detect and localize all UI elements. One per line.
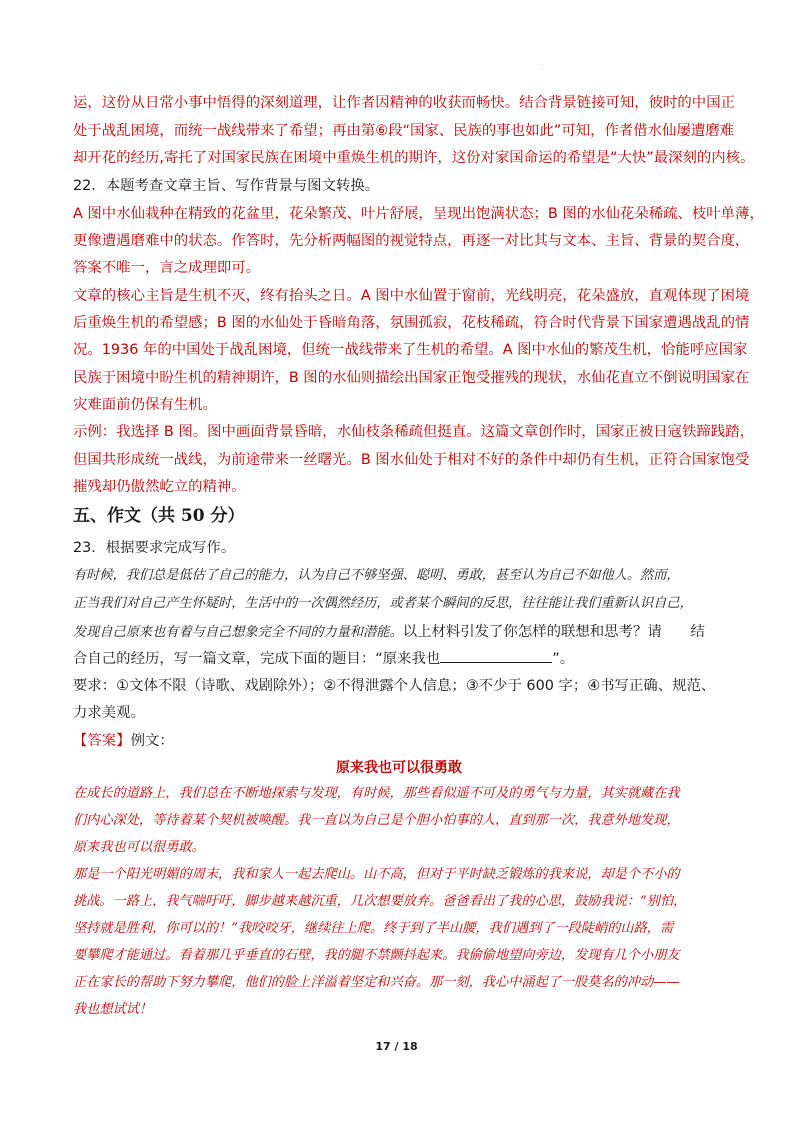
section-heading: 五、作文（共 50 分）	[73, 506, 245, 526]
requirement-line: 力求美观。	[73, 705, 145, 721]
text-line: 处于战乱困境，而统一战线带来了希望；再由第⑥段“国家、民族的事也如此”可知，作者借水仙屡遭磨难	[73, 123, 735, 139]
prompt-text: 合自己的经历，写一篇文章，完成下面的题目：“原来我也	[73, 651, 441, 667]
prompt-line	[73, 646, 725, 672]
text-line: 运，这份从日常小事中悟得的深刻道理，让作者因精神的收获而畅快。结合背景链接可知，彼时的中国正	[73, 95, 735, 111]
analysis-line: 答案不唯一，言之成理即可。	[73, 260, 261, 276]
analysis-line: A 图中水仙栽种在精致的花盆里，花朵繁茂、叶片舒展，呈现出饱满状态；B 图的水仙花朵稀疏、枝叶单薄，	[73, 206, 764, 222]
text-line: 却开花的经历,寄托了对国家民族在困境中重焕生机的期许，这份对家国命运的希望是“大快”最深刻的内核。	[73, 150, 755, 166]
essay-line: 正在家长的帮助下努力攀爬，他们的脸上洋溢着坚定和兴奋。那一刻，我心中涌起了一股莫名的冲动——	[73, 975, 680, 990]
core-line: 文章的核心主旨是生机不灭，终有抬头之日。A 图中水仙置于窗前，光线明亮，花朵盛放，直观体现了困境	[73, 288, 750, 304]
essay-line: 要攀爬才能通过。看着那几乎垂直的石壁，我的腿不禁颤抖起来。我偷偷地望向旁边，发现有几个小朋友	[73, 948, 680, 963]
example-line: 但国共形成统一战线，为前途带来一丝曙光。B 图水仙处于相对不好的条件中却仍有生机，正符合国家饱受	[73, 452, 750, 468]
essay-line: 那是一个阳光明媚的周末，我和家人一起去爬山。山不高，但对于平时缺乏锻炼的我来说，却是个不小的	[73, 867, 680, 882]
material-line: 正当我们对自己产生怀疑时，生活中的一次偶然经历，或者某个瞬间的反思，往往能让我们重新认识自己，	[73, 596, 693, 611]
page-number: 17 / 18	[375, 1040, 418, 1053]
essay-title: 原来我也可以很勇敢	[336, 760, 462, 776]
prompt-tail: 以上材料引发了你怎样的联想和思考？请 结	[402, 624, 705, 640]
material-line: 发现自己原来也有着与自己想象完全不同的力量和潜能。	[73, 625, 403, 640]
core-line: 况。1936 年的中国处于战乱困境，但统一战线带来了生机的希望。A 图中水仙的繁茂生机，恰能呼应国家	[73, 342, 748, 358]
example-line: 示例：我选择 B 图。图中画面背景昏暗，水仙枝条稀疏但挺直。这篇文章创作时，国家正被日寇铁蹄践踏，	[73, 424, 754, 440]
requirement-line: 要求：①文体不限（诗歌、戏剧除外）；②不得泄露个人信息；③不少于 600 字；④书写正确、规范、	[73, 678, 716, 694]
question-22: 22．本题考查文章主旨、写作背景与图文转换。	[73, 178, 380, 194]
analysis-line: 更像遭遇磨难中的状态。作答时，先分析两幅图的视觉特点，再逐一对比其与文本、主旨、背景的契合度，	[73, 233, 750, 249]
question-23: 23．根据要求完成写作。	[73, 540, 236, 556]
essay-line: 在成长的道路上，我们总在不断地探索与发现，有时候，那些看似遥不可及的勇气与力量，其实就藏在我	[73, 786, 680, 801]
essay-line: 们内心深处，等待着某个契机被唤醒。我一直以为自己是个胆小怕事的人，直到那一次，我意外地发现，	[73, 813, 680, 828]
core-line: 民族于困境中盼生机的精神期许，B 图的水仙则描绘出国家正饱受摧残的现状，水仙花直立不倒说明国家在	[73, 370, 750, 386]
title-blank	[440, 646, 552, 663]
material-prompt-line	[73, 619, 725, 646]
example-line: 摧残却仍傲然屹立的精神。	[73, 479, 246, 495]
core-line: 灾难面前仍保有生机。	[73, 397, 217, 413]
answer-label-line	[73, 728, 725, 754]
core-line: 后重焕生机的希望感；B 图的水仙处于昏暗角落，氛围孤寂，花枝稀疏，符合时代背景下国家遭遇战乱的情	[73, 315, 750, 331]
essay-line: 原来我也可以很勇敢。	[73, 840, 205, 855]
answer-suffix: 例文：	[130, 733, 174, 749]
essay-line: 挑战。一路上，我气喘吁吁，脚步越来越沉重，几次想要放弃。爸爸看出了我的心思，鼓励我说：“别怕，	[73, 894, 687, 909]
answer-label: 【答案】	[73, 733, 131, 749]
prompt-end: ”。	[552, 651, 575, 667]
essay-line: 我也想试试！	[73, 1002, 153, 1017]
material-line: 有时候，我们总是低估了自己的能力，认为自己不够坚强、聪明、勇敢，甚至认为自己不如他人。然而，	[73, 568, 680, 583]
essay-line: 坚持就是胜利，你可以的！”我咬咬牙，继续往上爬。终于到了半山腰，我们遇到了一段陡峭的山路，需	[73, 921, 674, 936]
header-mark: ·	[540, 62, 542, 69]
